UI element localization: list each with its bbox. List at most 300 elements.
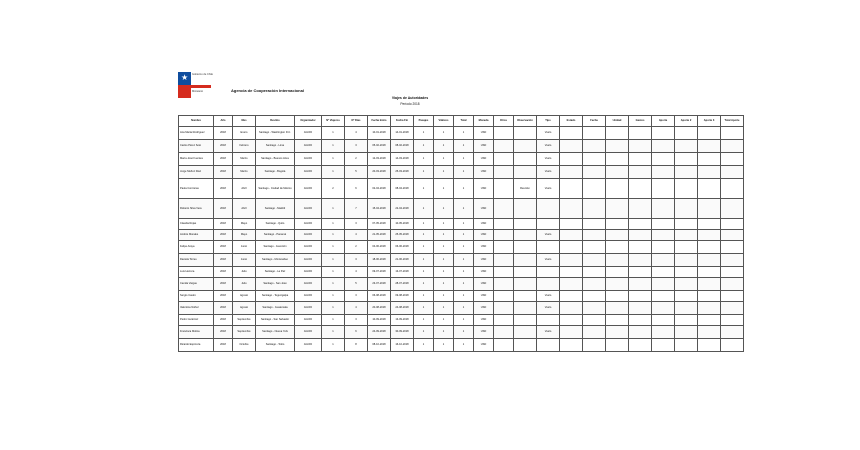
table-cell	[629, 326, 652, 339]
table-cell: 1	[322, 326, 345, 339]
table-cell	[583, 127, 606, 140]
table-cell: 1	[322, 278, 345, 291]
table-cell	[606, 278, 629, 291]
table-cell	[583, 179, 606, 199]
table-cell	[652, 153, 675, 166]
table-cell	[606, 153, 629, 166]
table-cell: 24-08-2018	[391, 302, 414, 315]
column-header: Nº Días	[345, 116, 368, 127]
table-cell: 21-05-2018	[368, 230, 391, 241]
table-cell: 3	[345, 291, 368, 302]
table-cell: 1	[322, 166, 345, 179]
table-cell: 10-05-2018	[391, 219, 414, 230]
table-cell	[583, 302, 606, 315]
table-cell: Mayo	[233, 219, 256, 230]
table-row	[179, 241, 744, 254]
table-cell: Santiago - La Paz	[256, 267, 295, 278]
column-header: Observación	[514, 116, 537, 127]
column-header: Aporte 2	[675, 116, 698, 127]
table-cell: Julio	[233, 278, 256, 291]
table-cell	[537, 219, 560, 230]
table-cell	[583, 291, 606, 302]
table-cell	[560, 179, 583, 199]
table-cell	[629, 199, 652, 219]
table-cell: 1	[434, 127, 454, 140]
column-header: Moneda	[474, 116, 494, 127]
column-header: Año	[214, 116, 233, 127]
table-cell: 1	[414, 166, 434, 179]
table-cell: 23-07-2018	[368, 278, 391, 291]
table-cell: Febrero	[233, 140, 256, 153]
table-cell: 1	[322, 230, 345, 241]
table-cell: 1	[414, 219, 434, 230]
table-cell	[494, 166, 514, 179]
logo-red-block	[178, 85, 191, 98]
table-row	[179, 127, 744, 140]
table-cell: 2018	[214, 140, 233, 153]
table-cell: 1	[454, 127, 474, 140]
table-cell: Septiembre	[233, 315, 256, 326]
table-cell	[698, 254, 721, 267]
table-row	[179, 153, 744, 166]
table-cell: Santiago - Tokio	[256, 339, 295, 352]
column-header: Estado	[560, 116, 583, 127]
table-cell	[721, 219, 744, 230]
table-cell: Vuelo	[537, 254, 560, 267]
table-cell: Felipe Araya	[179, 241, 214, 254]
table-cell	[629, 241, 652, 254]
table-cell: USD	[474, 339, 494, 352]
table-cell	[721, 339, 744, 352]
table-cell	[721, 179, 744, 199]
table-cell: Octubre	[233, 339, 256, 352]
table-cell: 30-09-2018	[391, 326, 414, 339]
table-cell: 15-04-2018	[368, 199, 391, 219]
column-header: Tipo	[537, 116, 560, 127]
table-cell: USD	[474, 127, 494, 140]
table-cell	[514, 199, 537, 219]
table-cell: 04-06-2018	[368, 241, 391, 254]
table-cell: 4	[345, 127, 368, 140]
table-cell: Roberto Silva Vera	[179, 199, 214, 219]
table-cell: AGCID	[295, 302, 322, 315]
table-cell: 1	[434, 199, 454, 219]
table-cell	[560, 315, 583, 326]
table-cell	[583, 199, 606, 219]
table-cell: 1	[454, 179, 474, 199]
table-cell: 1	[454, 315, 474, 326]
table-cell	[537, 199, 560, 219]
table-cell: 05-02-2018	[368, 140, 391, 153]
table-cell	[560, 291, 583, 302]
table-cell	[721, 166, 744, 179]
table-cell: Santiago - Buenos Aires	[256, 153, 295, 166]
table-cell: 1	[454, 278, 474, 291]
table-cell: Sergio Castro	[179, 291, 214, 302]
table-cell: Santiago - Nueva York	[256, 326, 295, 339]
table-cell: Septiembre	[233, 326, 256, 339]
column-header: Nº Viajeros	[322, 116, 345, 127]
table-cell: 2018	[214, 291, 233, 302]
table-cell: Santiago - Tegucigalpa	[256, 291, 295, 302]
table-cell: USD	[474, 199, 494, 219]
table-cell	[583, 219, 606, 230]
table-cell	[606, 326, 629, 339]
table-cell: Vuelo	[537, 291, 560, 302]
star-icon: ★	[181, 73, 189, 82]
data-table	[178, 115, 744, 352]
table-cell: AGCID	[295, 315, 322, 326]
table-cell	[606, 302, 629, 315]
table-cell: 2018	[214, 339, 233, 352]
table-cell: AGCID	[295, 166, 322, 179]
table-cell	[606, 219, 629, 230]
table-cell: AGCID	[295, 267, 322, 278]
table-cell	[675, 153, 698, 166]
table-cell: Santiago - Panamá	[256, 230, 295, 241]
table-cell	[652, 326, 675, 339]
table-cell: 1	[454, 339, 474, 352]
table-cell: 1	[322, 315, 345, 326]
table-cell: Daniela Torres	[179, 254, 214, 267]
table-cell	[675, 302, 698, 315]
table-cell: 1	[434, 302, 454, 315]
table-cell: 1	[414, 241, 434, 254]
table-cell	[675, 166, 698, 179]
table-cell: 2	[345, 241, 368, 254]
table-cell: Vuelo	[537, 127, 560, 140]
table-cell: AGCID	[295, 339, 322, 352]
table-cell: AGCID	[295, 219, 322, 230]
table-cell: 1	[434, 315, 454, 326]
table-cell	[652, 254, 675, 267]
table-cell: 12-03-2018	[368, 153, 391, 166]
table-cell: Andrés Morales	[179, 230, 214, 241]
table-cell: AGCID	[295, 241, 322, 254]
table-cell	[675, 230, 698, 241]
table-cell	[514, 302, 537, 315]
table-cell	[652, 179, 675, 199]
table-cell: 1	[454, 254, 474, 267]
column-header: Total Aporte	[721, 116, 744, 127]
table-cell	[721, 302, 744, 315]
table-cell	[675, 326, 698, 339]
table-row	[179, 199, 744, 219]
table-cell	[494, 140, 514, 153]
column-header: Aporte	[652, 116, 675, 127]
table-cell: AGCID	[295, 179, 322, 199]
table-cell: 08-04-2018	[391, 179, 414, 199]
table-cell: 1	[322, 140, 345, 153]
table-cell	[583, 166, 606, 179]
table-cell	[721, 199, 744, 219]
table-cell: Santiago - San José	[256, 278, 295, 291]
table-cell: 1	[414, 140, 434, 153]
table-cell	[629, 166, 652, 179]
table-cell: USD	[474, 230, 494, 241]
table-cell: 1	[454, 230, 474, 241]
table-cell	[606, 166, 629, 179]
table-cell: AGCID	[295, 140, 322, 153]
column-header: Otros	[494, 116, 514, 127]
table-cell: Junio	[233, 254, 256, 267]
table-cell	[560, 166, 583, 179]
table-cell: 1	[414, 339, 434, 352]
table-cell	[514, 166, 537, 179]
table-cell	[675, 140, 698, 153]
table-cell: 2018	[214, 302, 233, 315]
table-cell: 09-07-2018	[368, 267, 391, 278]
column-header: Fecha Inicio	[368, 116, 391, 127]
table-cell: 1	[322, 339, 345, 352]
table-cell	[494, 326, 514, 339]
table-cell	[652, 166, 675, 179]
table-cell: 4	[345, 267, 368, 278]
table-cell: 1	[454, 267, 474, 278]
table-cell: 24-09-2018	[368, 326, 391, 339]
table-cell	[652, 291, 675, 302]
table-row	[179, 179, 744, 199]
column-header: Pasajes	[414, 116, 434, 127]
table-cell	[514, 254, 537, 267]
logo-text-line2: Ministerio	[192, 90, 204, 93]
table-cell	[675, 241, 698, 254]
table-cell: 1	[414, 278, 434, 291]
table-cell	[514, 127, 537, 140]
table-cell: 4	[345, 302, 368, 315]
table-cell	[537, 278, 560, 291]
table-cell	[606, 179, 629, 199]
table-cell	[698, 291, 721, 302]
table-cell: 1	[454, 291, 474, 302]
table-cell	[606, 315, 629, 326]
table-cell: 13-07-2018	[391, 267, 414, 278]
table-cell	[537, 315, 560, 326]
table-cell: 21-06-2018	[391, 254, 414, 267]
table-cell	[675, 219, 698, 230]
table-cell: 1	[414, 127, 434, 140]
table-cell	[698, 127, 721, 140]
table-row	[179, 291, 744, 302]
column-header: Viáticos	[434, 116, 454, 127]
table-cell: 1	[414, 302, 434, 315]
table-cell: 1	[322, 219, 345, 230]
table-cell	[721, 140, 744, 153]
table-cell	[606, 339, 629, 352]
column-header: Gastos	[629, 116, 652, 127]
table-cell: AGCID	[295, 153, 322, 166]
table-cell	[675, 267, 698, 278]
table-cell: Abril	[233, 179, 256, 199]
table-cell: Julio	[233, 267, 256, 278]
table-cell: 2	[345, 153, 368, 166]
table-cell: Vuelo	[537, 302, 560, 315]
document-subtitle: Período 2018	[400, 102, 420, 106]
table-row	[179, 315, 744, 326]
table-cell	[583, 230, 606, 241]
table-cell	[721, 326, 744, 339]
table-cell	[698, 267, 721, 278]
table-cell: Santiago - Quito	[256, 219, 295, 230]
table-cell	[698, 302, 721, 315]
table-cell	[494, 254, 514, 267]
table-cell	[675, 199, 698, 219]
table-cell	[675, 127, 698, 140]
table-cell	[494, 315, 514, 326]
table-cell: 1	[434, 166, 454, 179]
table-header-row	[179, 116, 744, 127]
table-cell: 3	[345, 140, 368, 153]
table-cell: AGCID	[295, 326, 322, 339]
table-cell: 1	[434, 140, 454, 153]
table-cell	[494, 219, 514, 230]
table-cell: Claudia Rojas	[179, 219, 214, 230]
table-cell	[606, 199, 629, 219]
table-row	[179, 339, 744, 352]
table-cell: 6	[345, 179, 368, 199]
table-cell: 1	[454, 241, 474, 254]
table-cell: 14-01-2018	[391, 127, 414, 140]
table-cell	[583, 339, 606, 352]
table-cell: USD	[474, 140, 494, 153]
table-cell: 2018	[214, 315, 233, 326]
table-cell: 5	[345, 166, 368, 179]
table-cell	[721, 291, 744, 302]
table-cell: Luis Herrera	[179, 267, 214, 278]
table-cell: 1	[414, 291, 434, 302]
table-cell: Santiago - Asunción	[256, 241, 295, 254]
table-cell: Francisca Molina	[179, 326, 214, 339]
table-cell	[629, 179, 652, 199]
table-cell	[514, 140, 537, 153]
table-cell	[514, 339, 537, 352]
table-cell: USD	[474, 267, 494, 278]
table-cell	[606, 254, 629, 267]
table-cell	[560, 230, 583, 241]
table-cell	[494, 230, 514, 241]
table-cell: USD	[474, 315, 494, 326]
table-cell	[514, 267, 537, 278]
table-cell: USD	[474, 326, 494, 339]
table-cell	[629, 267, 652, 278]
table-cell: 3	[345, 254, 368, 267]
table-cell: 1	[434, 179, 454, 199]
table-cell	[606, 267, 629, 278]
table-cell: Vuelo	[537, 326, 560, 339]
table-cell	[652, 302, 675, 315]
table-cell: Santiago - Ciudad de México	[256, 179, 295, 199]
table-cell	[494, 267, 514, 278]
table-cell	[494, 241, 514, 254]
table-cell: Agosto	[233, 291, 256, 302]
table-cell	[629, 278, 652, 291]
table-cell	[583, 278, 606, 291]
table-cell	[514, 241, 537, 254]
table-cell: 1	[454, 302, 474, 315]
table-cell: 1	[414, 153, 434, 166]
table-cell: Valentina Núñez	[179, 302, 214, 315]
table-cell: 2018	[214, 219, 233, 230]
table-cell	[629, 254, 652, 267]
table-cell: 1	[322, 199, 345, 219]
table-cell	[514, 291, 537, 302]
table-cell: 18-06-2018	[368, 254, 391, 267]
table-cell	[721, 315, 744, 326]
table-cell: AGCID	[295, 291, 322, 302]
table-cell: 1	[322, 254, 345, 267]
table-cell: 1	[454, 166, 474, 179]
column-header: Organizador	[295, 116, 322, 127]
table-cell	[583, 254, 606, 267]
table-cell: Ana María Rodríguez	[179, 127, 214, 140]
table-cell	[629, 302, 652, 315]
table-cell	[494, 199, 514, 219]
table-cell: 25-05-2018	[391, 230, 414, 241]
table-cell	[629, 230, 652, 241]
table-cell: 1	[454, 219, 474, 230]
table-cell: Santiago - Lima	[256, 140, 295, 153]
table-cell	[721, 153, 744, 166]
table-cell	[652, 339, 675, 352]
table-cell: 3	[345, 219, 368, 230]
table-cell	[698, 339, 721, 352]
table-row	[179, 267, 744, 278]
table-cell	[606, 241, 629, 254]
table-row	[179, 140, 744, 153]
table-cell: AGCID	[295, 278, 322, 291]
table-cell	[560, 254, 583, 267]
table-cell: Santiago - Washington D.C.	[256, 127, 295, 140]
table-row	[179, 230, 744, 241]
table-cell: 2	[322, 179, 345, 199]
table-cell	[583, 140, 606, 153]
table-cell: 14-03-2018	[391, 153, 414, 166]
table-cell: Jorge Muñoz Díaz	[179, 166, 214, 179]
table-cell: Reunión	[514, 179, 537, 199]
table-cell: Pedro Gutiérrez	[179, 315, 214, 326]
table-cell	[721, 127, 744, 140]
table-row	[179, 166, 744, 179]
table-cell	[583, 267, 606, 278]
table-cell: 1	[434, 254, 454, 267]
table-cell	[583, 153, 606, 166]
table-cell: 1	[434, 339, 454, 352]
table-cell: 22-04-2018	[391, 199, 414, 219]
table-cell: 2018	[214, 278, 233, 291]
table-cell: AGCID	[295, 230, 322, 241]
table-cell	[537, 241, 560, 254]
table-cell: 09-08-2018	[391, 291, 414, 302]
table-cell	[560, 241, 583, 254]
table-cell: 2018	[214, 199, 233, 219]
government-logo	[178, 72, 211, 98]
table-cell	[494, 278, 514, 291]
table-cell	[514, 230, 537, 241]
table-cell: Mayo	[233, 230, 256, 241]
table-cell: 1	[322, 267, 345, 278]
table-cell	[560, 140, 583, 153]
table-cell	[583, 326, 606, 339]
table-cell	[494, 302, 514, 315]
table-cell: 10-01-2018	[368, 127, 391, 140]
table-cell: AGCID	[295, 127, 322, 140]
table-row	[179, 326, 744, 339]
table-cell: 8	[345, 339, 368, 352]
table-cell	[514, 219, 537, 230]
table-cell: 2018	[214, 326, 233, 339]
table-cell	[537, 339, 560, 352]
table-cell	[514, 326, 537, 339]
